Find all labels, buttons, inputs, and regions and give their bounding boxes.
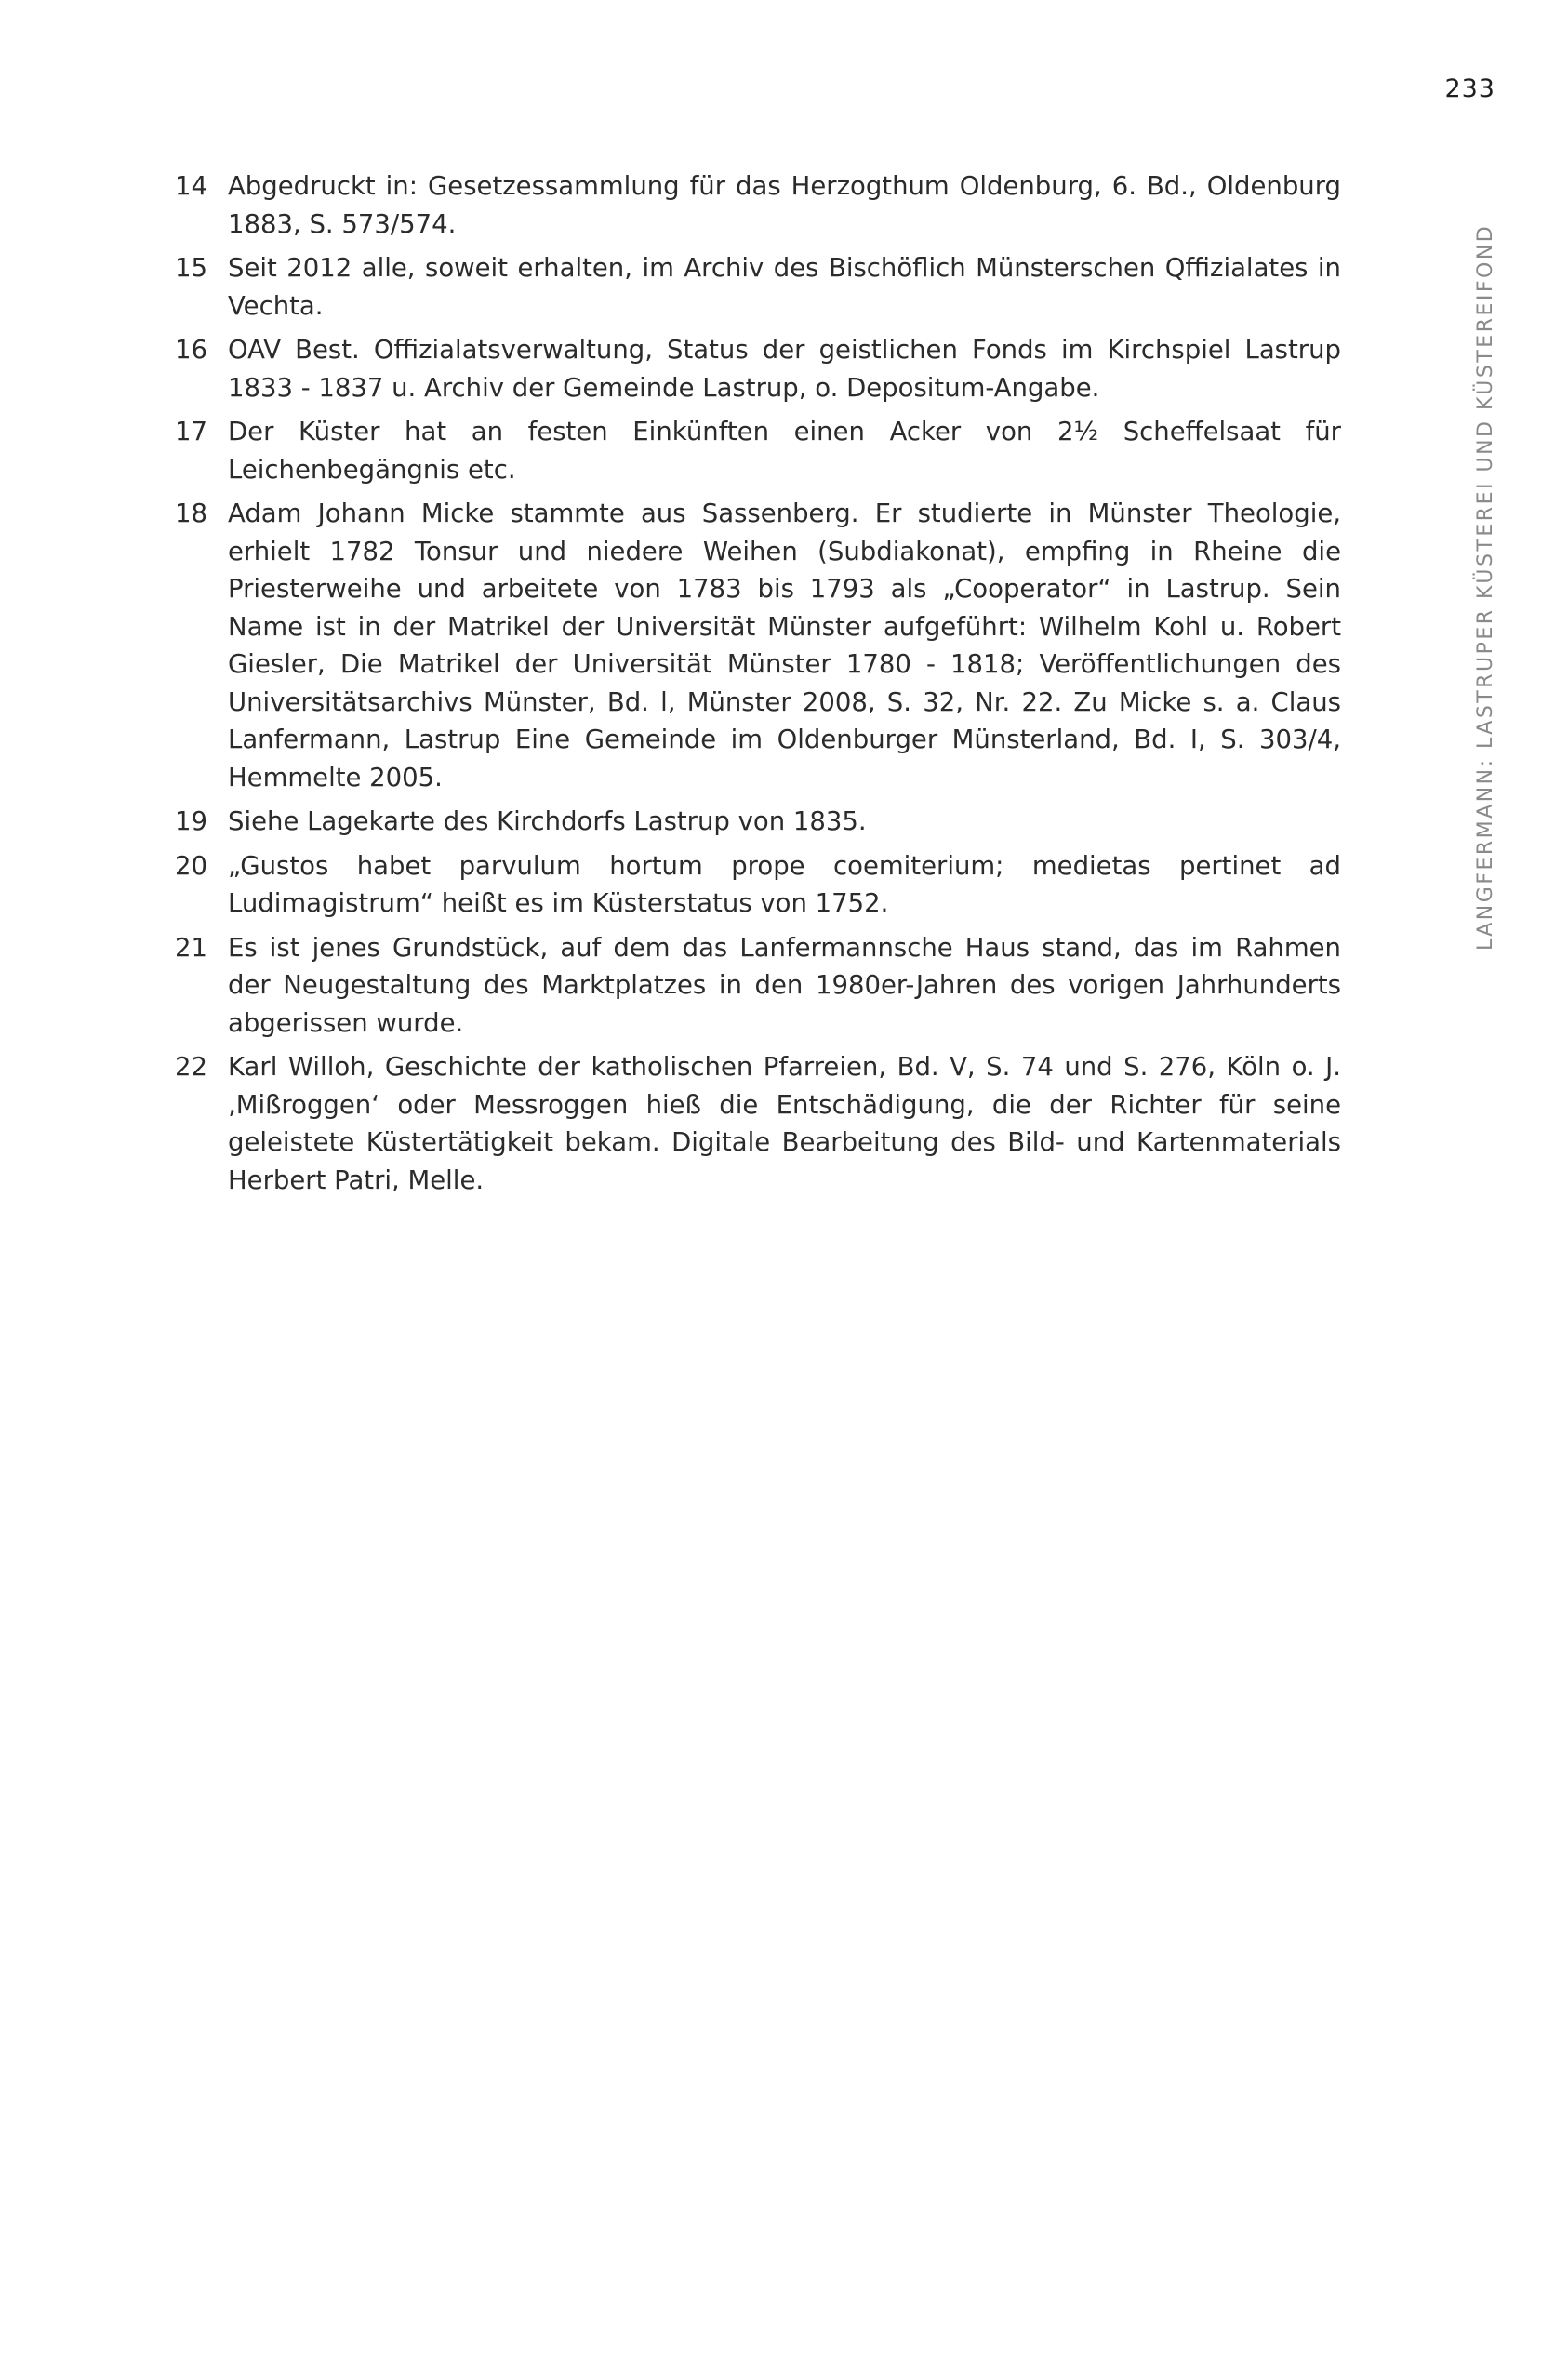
footnote bbox=[167, 249, 1341, 325]
footnote-text: Karl Willoh, Geschichte der katholischen Pfarreien, Bd. V, S. 74 und S. 276, Köln o. J. ‚Mißroggen‘ oder Messroggen hieß die Entschädigung, die der Richter für seine geleistete Küstertätigkeit bekam. Digitale Bearbeitung des Bild- und Kartenmaterials Herbert Patri, Melle. bbox=[228, 1052, 1341, 1195]
footnote-number: 14 bbox=[175, 171, 207, 201]
footnote-text: Es ist jenes Grundstück, auf dem das Lanfermannsche Haus stand, das im Rahmen der Neugestaltung des Marktplatzes in den 1980er-Jahren des vorigen Jahrhunderts abgerissen wurde. bbox=[228, 932, 1341, 1038]
footnote-number: 17 bbox=[175, 417, 207, 446]
footnote-text: Seit 2012 alle, soweit erhalten, im Archiv des Bischöflich Münsterschen Qffizialates in Vechta. bbox=[228, 253, 1341, 321]
footnote bbox=[167, 1048, 1341, 1199]
footnote-text: Abgedruckt in: Gesetzessammlung für das Herzogthum Oldenburg, 6. Bd., Oldenburg 1883, S. 573/574. bbox=[228, 171, 1341, 239]
footnotes-list bbox=[167, 167, 1341, 1205]
footnote-text: OAV Best. Offizialatsverwaltung, Status der geistlichen Fonds im Kirchspiel Lastrup 1833 - 1837 u. Archiv der Gemeinde Lastrup, o. Depositum-Angabe. bbox=[228, 335, 1341, 403]
footnote bbox=[167, 803, 1341, 841]
footnote-number: 19 bbox=[175, 806, 207, 836]
footnote-text: Der Küster hat an festen Einkünften einen Acker von 2½ Scheffelsaat für Leichenbegängnis etc. bbox=[228, 417, 1341, 485]
page-number: 233 bbox=[1444, 74, 1495, 103]
footnote bbox=[167, 167, 1341, 243]
footnote bbox=[167, 413, 1341, 488]
running-head: LANGFERMANN: LASTRUPER KÜSTEREI UND KÜSTEREIFOND bbox=[1474, 223, 1497, 951]
footnote-text: Siehe Lagekarte des Kirchdorfs Lastrup von 1835. bbox=[228, 806, 867, 836]
footnote bbox=[167, 929, 1341, 1043]
footnote-number: 21 bbox=[175, 932, 207, 963]
footnote-number: 15 bbox=[175, 253, 207, 283]
footnote-text: „Gustos habet parvulum hortum prope coemiterium; medietas pertinet ad Ludimagistrum“ heißt es im Küsterstatus von 1752. bbox=[228, 850, 1341, 918]
footnote bbox=[167, 331, 1341, 406]
footnote-number: 22 bbox=[175, 1052, 207, 1082]
footnote bbox=[167, 847, 1341, 923]
footnote bbox=[167, 495, 1341, 796]
footnote-number: 16 bbox=[175, 335, 207, 365]
footnote-text: Adam Johann Micke stammte aus Sassenberg. Er studierte in Münster Theologie, erhielt 1782 Tonsur und niedere Weihen (Subdiakonat), empfing in Rheine die Priesterweihe und arbeitete von 1783 bis 1793 als „Cooperator“ in Lastrup. Sein Name ist in der Matrikel der Universität Münster aufgeführt: Wilhelm Kohl u. Robert Giesler, Die Matrikel der Universität Münster 1780 - 1818; Veröffentlichungen des Universitätsarchivs Münster, Bd. l, Münster 2008, S. 32, Nr. 22. Zu Micke s. a. Claus Lanfermann, Lastrup Eine Gemeinde im Oldenburger Münsterland, Bd. I, S. 303/4, Hemmelte 2005. bbox=[228, 499, 1341, 792]
footnote-number: 18 bbox=[175, 499, 207, 528]
footnote-number: 20 bbox=[175, 850, 207, 881]
